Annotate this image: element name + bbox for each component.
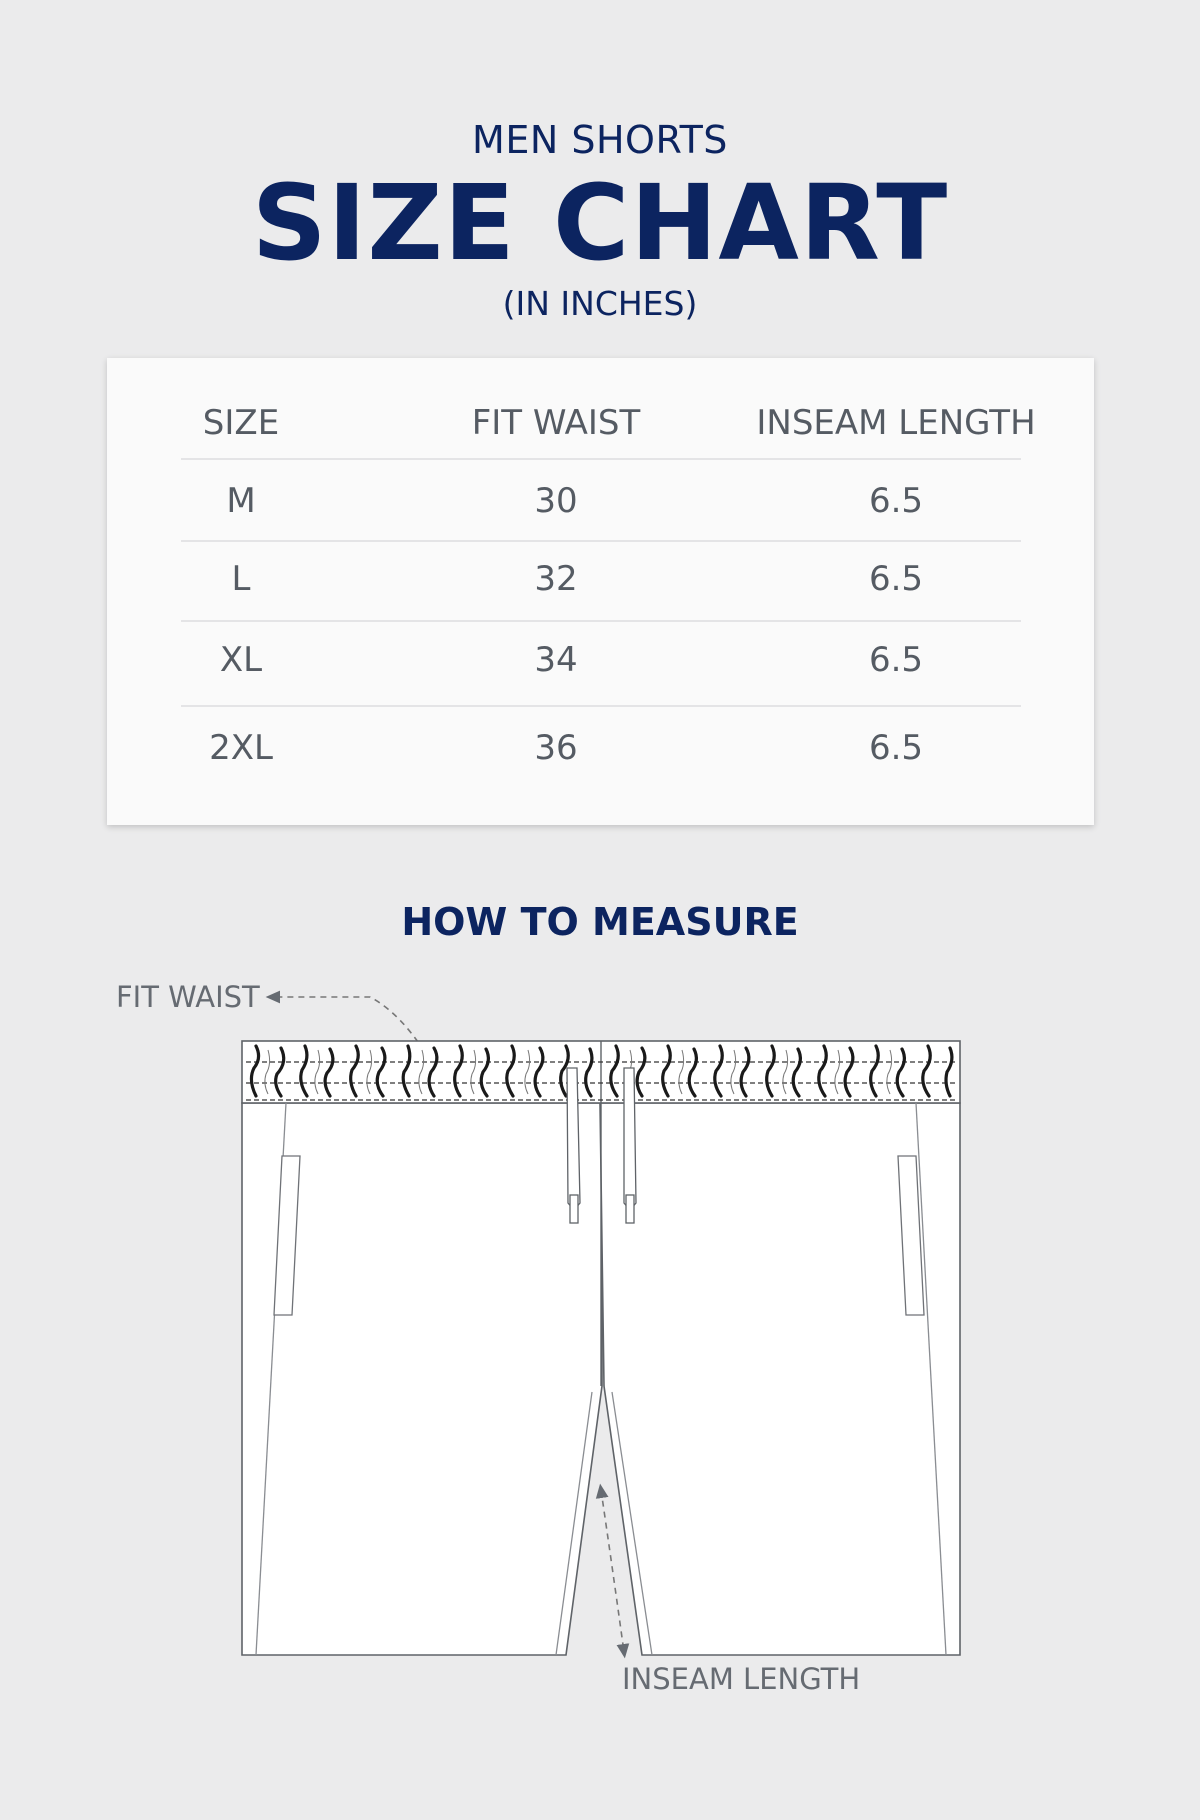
inseam-length-cell: 6.5 (868, 728, 924, 768)
fit-waist-cell: 30 (534, 481, 578, 521)
column-header-inseam-length: INSEAM LENGTH (756, 403, 1036, 443)
subtitle: MEN SHORTS (472, 118, 728, 162)
column-header-fit-waist: FIT WAIST (471, 403, 641, 443)
size-cell: XL (219, 640, 263, 680)
how-to-measure-title: HOW TO MEASURE (401, 900, 799, 944)
inseam-length-cell: 6.5 (868, 559, 924, 599)
fit-waist-arrow-line (272, 997, 418, 1042)
inseam-length-label: INSEAM LENGTH (622, 1662, 861, 1696)
units-note: (IN INCHES) (502, 284, 698, 323)
fit-waist-cell: 34 (534, 640, 578, 680)
fit-waist-label: FIT WAIST (116, 980, 260, 1014)
inseam-length-arrow (601, 1490, 624, 1652)
page-title: SIZE CHART (251, 162, 949, 284)
size-cell: M (226, 481, 256, 521)
fit-waist-cell: 36 (534, 728, 578, 768)
inseam-length-cell: 6.5 (868, 481, 924, 521)
inseam-length-cell: 6.5 (868, 640, 924, 680)
column-header-size: SIZE (202, 403, 280, 443)
size-cell: 2XL (209, 728, 273, 768)
fit-waist-cell: 32 (534, 559, 578, 599)
size-cell: L (231, 559, 251, 599)
